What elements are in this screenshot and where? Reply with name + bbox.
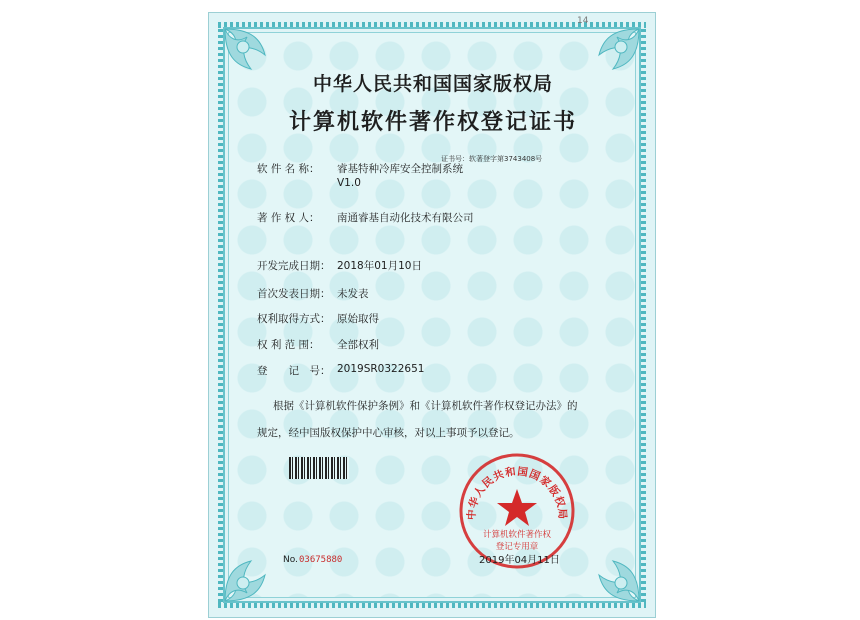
- seal-inner-text-2: 登记专用章: [495, 542, 539, 552]
- certificate: [208, 12, 656, 618]
- statement-line-1: 根据《计算机软件保护条例》和《计算机软件著作权登记办法》的: [273, 400, 578, 412]
- corner-ornament-icon: [221, 535, 291, 605]
- software-version: V1.0: [337, 177, 361, 189]
- field-label-owner: 著 作 权 人：: [257, 212, 320, 224]
- field-label-completion-date: 开发完成日期：: [257, 260, 331, 272]
- field-value-publish-date: 未发表: [337, 288, 369, 300]
- seal-outer-text: 中华人民共和国国家版权局: [465, 465, 569, 521]
- field-value-scope: 全部权利: [337, 339, 379, 351]
- field-label-software-name: 软 件 名 称：: [257, 163, 320, 175]
- field-label-registration-number: 登 记 号：: [257, 365, 331, 377]
- field-label-scope: 权 利 范 围：: [257, 339, 320, 351]
- serial-number: 03675880: [299, 555, 343, 565]
- field-value-acquisition: 原始取得: [337, 313, 379, 325]
- certificate-title: 计算机软件著作权登记证书: [288, 109, 577, 135]
- corner-ornament-icon: [573, 535, 643, 605]
- field-value-registration-number: 2019SR0322651: [337, 363, 425, 375]
- field-value-owner: 南通睿基自动化技术有限公司: [337, 212, 474, 224]
- corner-mark: 14: [577, 16, 589, 26]
- serial-label: No.: [283, 555, 298, 565]
- issuer-heading: 中华人民共和国国家版权局: [312, 73, 553, 95]
- issue-date: 2019年04月11日: [479, 555, 560, 566]
- field-value-software-name: 睿基特种冷库安全控制系统: [337, 163, 463, 175]
- field-value-completion-date: 2018年01月10日: [337, 260, 422, 272]
- seal-inner-text-1: 计算机软件著作权: [482, 530, 552, 540]
- field-label-acquisition: 权利取得方式：: [257, 313, 331, 325]
- certificate-number: 证书号：软著登字第3743408号: [441, 155, 543, 163]
- statement-line-2: 规定，经中国版权保护中心审核，对以上事项予以登记。: [257, 427, 520, 439]
- barcode: [289, 457, 349, 479]
- field-label-publish-date: 首次发表日期：: [257, 288, 331, 300]
